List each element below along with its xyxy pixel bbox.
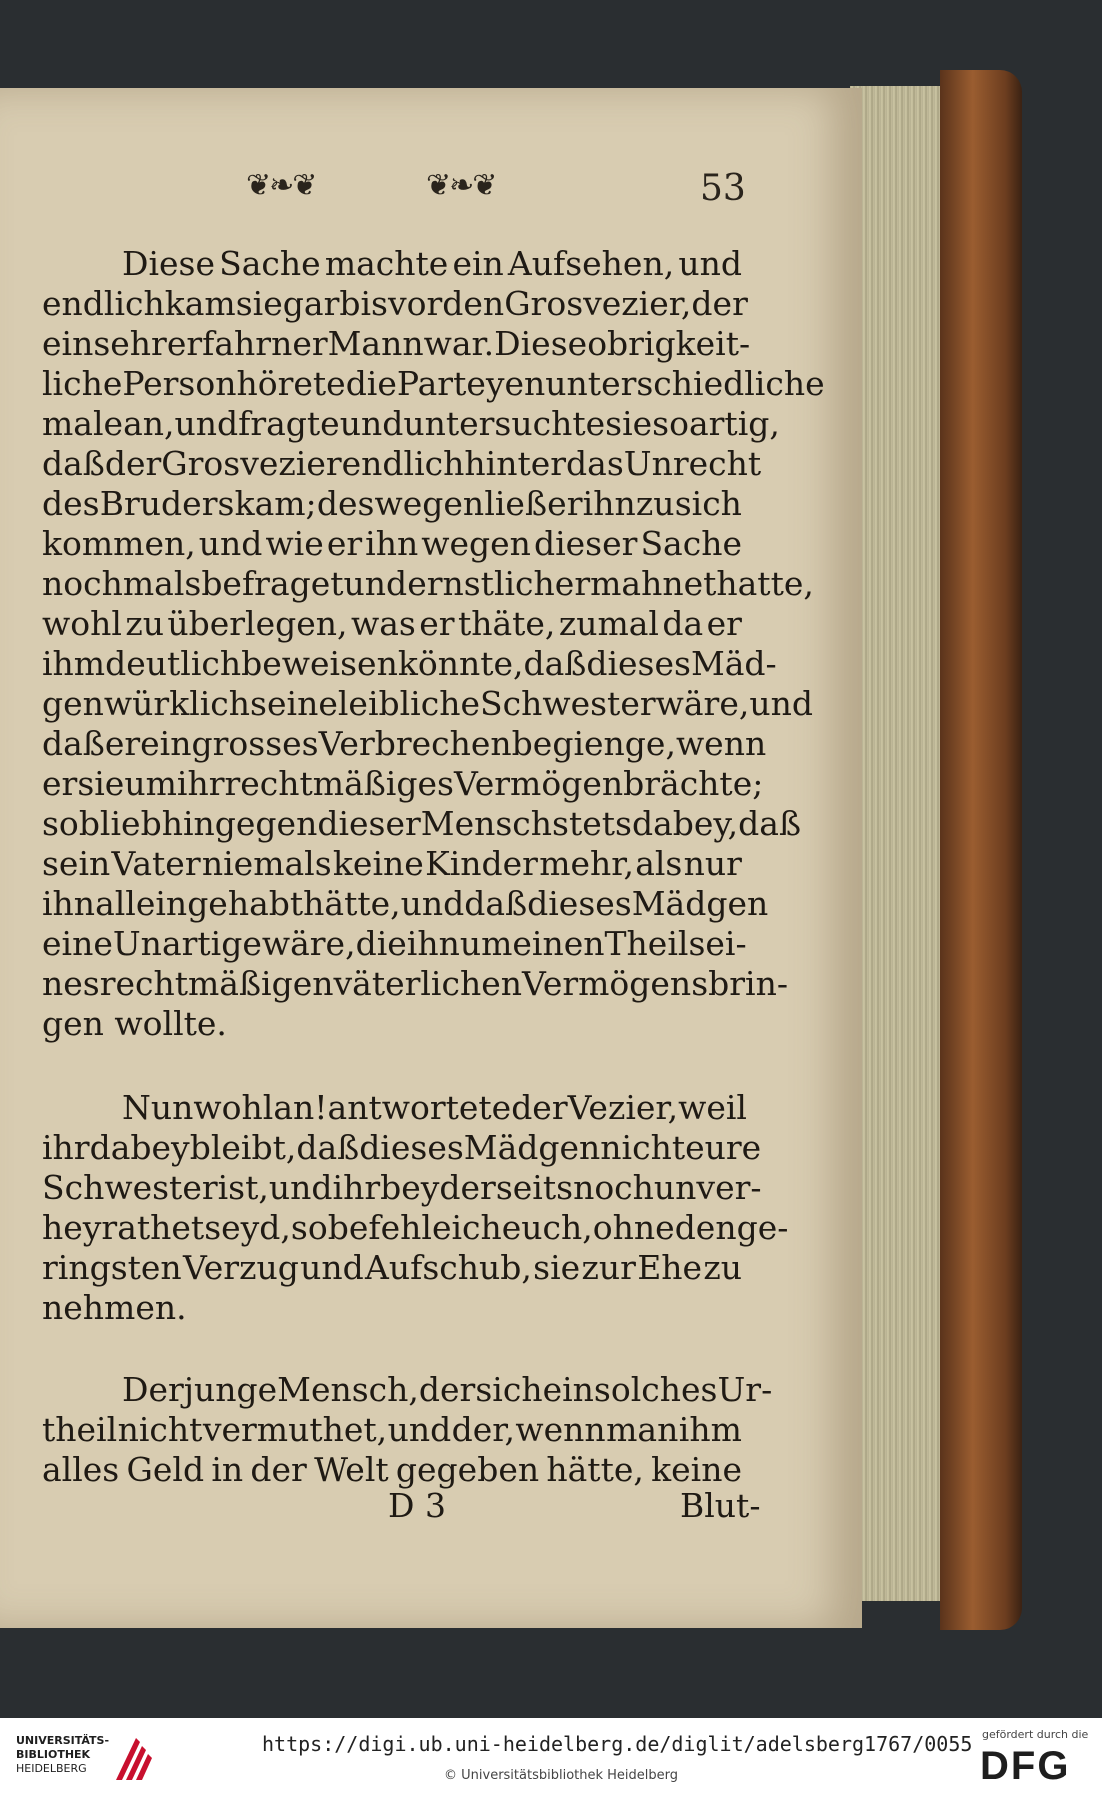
- word: obrigkeit-: [587, 324, 751, 363]
- word: so: [42, 804, 79, 843]
- word: kommen,: [42, 524, 196, 563]
- word: weil: [678, 1088, 747, 1127]
- word: Kinder: [425, 844, 538, 883]
- text-line: [42, 364, 825, 404]
- word: daß: [42, 724, 105, 763]
- word: nur: [683, 844, 742, 883]
- word: Verbrechen: [318, 724, 512, 763]
- ornament-left: ❦❧❦: [246, 168, 316, 203]
- word: fragte: [238, 404, 340, 443]
- word: Der: [122, 1370, 184, 1409]
- word: und: [300, 1248, 364, 1287]
- word: und: [174, 404, 239, 443]
- word: Unartige: [112, 924, 262, 963]
- text-line: [42, 644, 777, 684]
- text-line: [122, 1088, 747, 1128]
- word: Unrecht: [623, 444, 762, 483]
- word: rechtmäßigen: [99, 964, 334, 1003]
- text-line: [42, 564, 814, 604]
- word: dieser: [533, 524, 638, 563]
- text-line: [42, 684, 813, 724]
- word: er: [42, 764, 78, 803]
- word: brin-: [708, 964, 788, 1003]
- word: junge: [183, 1370, 278, 1409]
- word: Sache: [640, 524, 742, 563]
- word: heyrathet: [42, 1208, 205, 1247]
- word: ein: [542, 1370, 594, 1409]
- word: Theil: [604, 924, 689, 963]
- text-line: [42, 1248, 742, 1288]
- word: ließ: [484, 484, 547, 523]
- copyright-notice: © Universitätsbibliothek Heidelberg: [444, 1768, 679, 1783]
- word: väterlichen: [333, 964, 523, 1003]
- word: er: [706, 604, 742, 643]
- word: Aufsehen,: [507, 244, 675, 283]
- signature-mark: D 3: [388, 1486, 446, 1525]
- word: dabey: [89, 1128, 190, 1167]
- word: Vermögens: [522, 964, 709, 1003]
- word: sich: [475, 1370, 543, 1409]
- word: die: [345, 364, 397, 403]
- word: Vater: [111, 844, 201, 883]
- word: wenn: [515, 1410, 606, 1449]
- word: ernstlich: [407, 564, 555, 603]
- word: sei-: [688, 924, 747, 963]
- word: ohne: [592, 1208, 675, 1247]
- word: ringsten: [42, 1248, 182, 1287]
- word: hinter: [464, 444, 567, 483]
- word: daß: [523, 644, 587, 683]
- word: liche: [42, 364, 123, 403]
- book-cover-edge: [940, 70, 1022, 1630]
- word: Mädgen: [631, 884, 769, 923]
- word: ein: [42, 324, 94, 363]
- word: deutlich: [105, 644, 242, 683]
- word: und: [198, 524, 263, 563]
- text-line: [42, 324, 751, 364]
- word: gar: [282, 284, 340, 323]
- word: gehabt: [187, 884, 304, 923]
- word: euch,: [501, 1208, 593, 1247]
- dfg-logo[interactable]: DFG: [980, 1744, 1071, 1788]
- word: hörete: [236, 364, 346, 403]
- text-line: [42, 924, 747, 964]
- word: brächte;: [623, 764, 764, 803]
- word: der: [511, 1088, 568, 1127]
- word: Schwester: [480, 684, 656, 723]
- word: und: [400, 884, 465, 923]
- word: Verzug: [182, 1248, 299, 1287]
- word: ihn: [365, 524, 419, 563]
- funder-note: gefördert durch die: [982, 1728, 1089, 1741]
- word: bleibt,: [189, 1128, 297, 1167]
- word: eine: [42, 924, 113, 963]
- word: Person: [122, 364, 237, 403]
- word: vermuthet,: [202, 1410, 388, 1449]
- word: sie: [605, 404, 653, 443]
- word: dieses: [586, 644, 691, 683]
- text-line: [42, 764, 764, 804]
- text-line: [42, 1208, 789, 1248]
- word: untersuchte: [403, 404, 606, 443]
- word: hätte,: [546, 1450, 644, 1489]
- word: befraget: [201, 564, 344, 603]
- word: Ehe: [637, 1248, 703, 1287]
- word: Parteyen: [396, 364, 546, 403]
- word: zur: [581, 1248, 636, 1287]
- word: einen: [512, 924, 605, 963]
- word: stets: [552, 804, 632, 843]
- word: ihn: [406, 924, 460, 963]
- word: als: [635, 844, 683, 883]
- ornament-right: ❦❧❦: [426, 168, 496, 203]
- text-line: [42, 964, 788, 1004]
- word: und: [387, 1410, 452, 1449]
- word: Welt: [314, 1450, 389, 1489]
- word: ein: [452, 244, 504, 283]
- word: gen: [42, 684, 104, 723]
- text-line: [122, 244, 742, 284]
- word: befehle: [327, 1208, 452, 1247]
- word: Grosvezier: [161, 444, 342, 483]
- word: Sache: [219, 244, 321, 283]
- word: hätte,: [303, 884, 401, 923]
- word: gegeben: [395, 1450, 540, 1489]
- footer-bar: [0, 1718, 1102, 1798]
- word: dieser: [317, 804, 421, 843]
- word: hatte,: [716, 564, 814, 603]
- word: unver-: [653, 1168, 762, 1207]
- word: könnte,: [397, 644, 524, 683]
- text-line: [42, 404, 780, 444]
- catchword: Blut-: [680, 1486, 761, 1525]
- word: dabey,: [631, 804, 739, 843]
- text-line: gen wollte.: [42, 1004, 227, 1043]
- word: war.: [423, 324, 495, 363]
- word: zu: [635, 484, 675, 523]
- word: wie: [265, 524, 324, 563]
- word: blieb: [78, 804, 162, 843]
- word: keine: [332, 844, 424, 883]
- word: und: [678, 244, 742, 283]
- word: Schwester: [42, 1168, 218, 1207]
- word: überlegen,: [167, 604, 348, 643]
- word: daß: [296, 1128, 360, 1167]
- text-line: [42, 484, 742, 524]
- word: so: [652, 404, 689, 443]
- word: endlich: [42, 284, 165, 323]
- word: solches: [593, 1370, 718, 1409]
- word: ein: [140, 724, 192, 763]
- word: noch: [573, 1168, 654, 1207]
- library-logo[interactable]: UNIVERSITÄTS- BIBLIOTHEK HEIDELBERG: [16, 1734, 110, 1775]
- word: der: [691, 284, 748, 323]
- word: dieses: [359, 1128, 464, 1167]
- word: deswegen: [316, 484, 485, 523]
- word: er: [326, 524, 363, 563]
- word: beweisen: [241, 644, 398, 683]
- word: sein: [42, 844, 111, 883]
- word: dieses: [527, 884, 632, 923]
- text-line: [42, 284, 748, 324]
- word: wohl: [42, 604, 122, 643]
- word: Mensch: [420, 804, 553, 843]
- text-line: [42, 884, 769, 924]
- word: vor: [387, 284, 443, 323]
- word: daß: [42, 444, 105, 483]
- text-line: [42, 724, 767, 764]
- word: um: [459, 924, 513, 963]
- word: machte: [324, 244, 449, 283]
- word: den: [674, 1208, 737, 1247]
- word: des: [42, 484, 100, 523]
- word: rechtmäßiges: [224, 764, 454, 803]
- word: wohlan!: [193, 1088, 328, 1127]
- word: das: [566, 444, 624, 483]
- word: und: [339, 404, 404, 443]
- word: ist,: [217, 1168, 269, 1207]
- word: wäre,: [261, 924, 356, 963]
- word: zu: [125, 604, 164, 643]
- word: ihm: [42, 644, 106, 683]
- library-mark-icon: [110, 1732, 156, 1786]
- word: allein: [95, 884, 188, 923]
- word: mehr,: [539, 844, 634, 883]
- word: wenn: [675, 724, 767, 763]
- word: Mensch,: [277, 1370, 419, 1409]
- word: an,: [123, 404, 175, 443]
- word: theil: [42, 1410, 118, 1449]
- word: Geld: [126, 1450, 205, 1489]
- word: bis: [339, 284, 388, 323]
- word: Mädgen: [463, 1128, 601, 1167]
- word: seyd,: [204, 1208, 291, 1247]
- word: den: [442, 284, 505, 323]
- word: sie: [533, 1248, 581, 1287]
- word: ihn: [42, 884, 96, 923]
- word: da: [662, 604, 704, 643]
- text-line: [42, 444, 762, 484]
- word: male: [42, 404, 124, 443]
- word: kam;: [234, 484, 317, 523]
- word: erfahrner: [166, 324, 328, 363]
- text-line: [122, 1370, 773, 1410]
- word: würklich: [103, 684, 251, 723]
- word: so: [290, 1208, 328, 1247]
- word: wegen: [421, 524, 531, 563]
- word: ich: [451, 1208, 502, 1247]
- word: nicht: [117, 1410, 203, 1449]
- word: sie: [77, 764, 125, 803]
- word: ge-: [736, 1208, 789, 1247]
- word: ermahnet: [554, 564, 717, 603]
- word: nes: [42, 964, 100, 1003]
- word: Grosvezier,: [504, 284, 692, 323]
- word: eure: [685, 1128, 762, 1167]
- word: daß: [464, 884, 528, 923]
- text-line: [42, 1128, 762, 1168]
- word: zu: [703, 1248, 742, 1287]
- word: zumal: [558, 604, 659, 643]
- word: ihn: [582, 484, 636, 523]
- word: artig,: [688, 404, 780, 443]
- word: Ur-: [717, 1370, 773, 1409]
- word: der: [250, 1450, 307, 1489]
- word: seine: [250, 684, 338, 723]
- word: Aufschub,: [365, 1248, 532, 1287]
- word: daß: [738, 804, 801, 843]
- word: beyderseits: [380, 1168, 574, 1207]
- word: Mann: [327, 324, 424, 363]
- text-line: [42, 524, 742, 564]
- word: Nun: [122, 1088, 194, 1127]
- word: Vermögen: [453, 764, 624, 803]
- word: ihr: [332, 1168, 381, 1207]
- word: leibliche: [337, 684, 480, 723]
- word: Diese: [494, 324, 588, 363]
- word: antwortete: [327, 1088, 512, 1127]
- word: der: [104, 444, 162, 483]
- word: niemals: [201, 844, 332, 883]
- word: Diese: [122, 244, 216, 283]
- word: nochmals: [42, 564, 202, 603]
- page-number: 53: [700, 168, 746, 209]
- word: und: [749, 684, 813, 723]
- text-line: [42, 804, 801, 844]
- word: in: [211, 1450, 244, 1489]
- word: sich: [674, 484, 742, 523]
- text-line: [42, 604, 742, 644]
- word: kam: [164, 284, 236, 323]
- word: und: [343, 564, 408, 603]
- word: sehr: [93, 324, 167, 363]
- word: er: [547, 484, 583, 523]
- word: unterschiedliche: [545, 364, 825, 403]
- word: ihr: [42, 1128, 90, 1167]
- word: grosses: [191, 724, 319, 763]
- word: keine: [651, 1450, 742, 1489]
- text-line: [42, 1410, 742, 1450]
- text-line: nehmen.: [42, 1288, 187, 1327]
- word: er: [104, 724, 141, 763]
- word: wäre,: [655, 684, 750, 723]
- word: und: [268, 1168, 333, 1207]
- word: thäte,: [457, 604, 556, 643]
- word: der: [418, 1370, 476, 1409]
- word: sie: [235, 284, 283, 323]
- word: begienge,: [511, 724, 676, 763]
- word: Mäd-: [690, 644, 777, 683]
- word: Bruders: [99, 484, 235, 523]
- word: was: [350, 604, 416, 643]
- text-line: [42, 844, 742, 884]
- word: ihm: [678, 1410, 742, 1449]
- word: nicht: [600, 1128, 686, 1167]
- word: um: [124, 764, 177, 803]
- word: hingegen: [161, 804, 318, 843]
- permalink-url[interactable]: https://digi.ub.uni-heidelberg.de/diglit/adelsberg1767/0055: [262, 1732, 973, 1756]
- word: man: [606, 1410, 679, 1449]
- word: der,: [451, 1410, 515, 1449]
- text-line: [42, 1450, 742, 1490]
- word: er: [419, 604, 455, 643]
- word: endlich: [341, 444, 465, 483]
- word: die: [355, 924, 407, 963]
- word: ihr: [176, 764, 225, 803]
- word: Vezier,: [567, 1088, 679, 1127]
- word: alles: [42, 1450, 120, 1489]
- text-line: [42, 1168, 762, 1208]
